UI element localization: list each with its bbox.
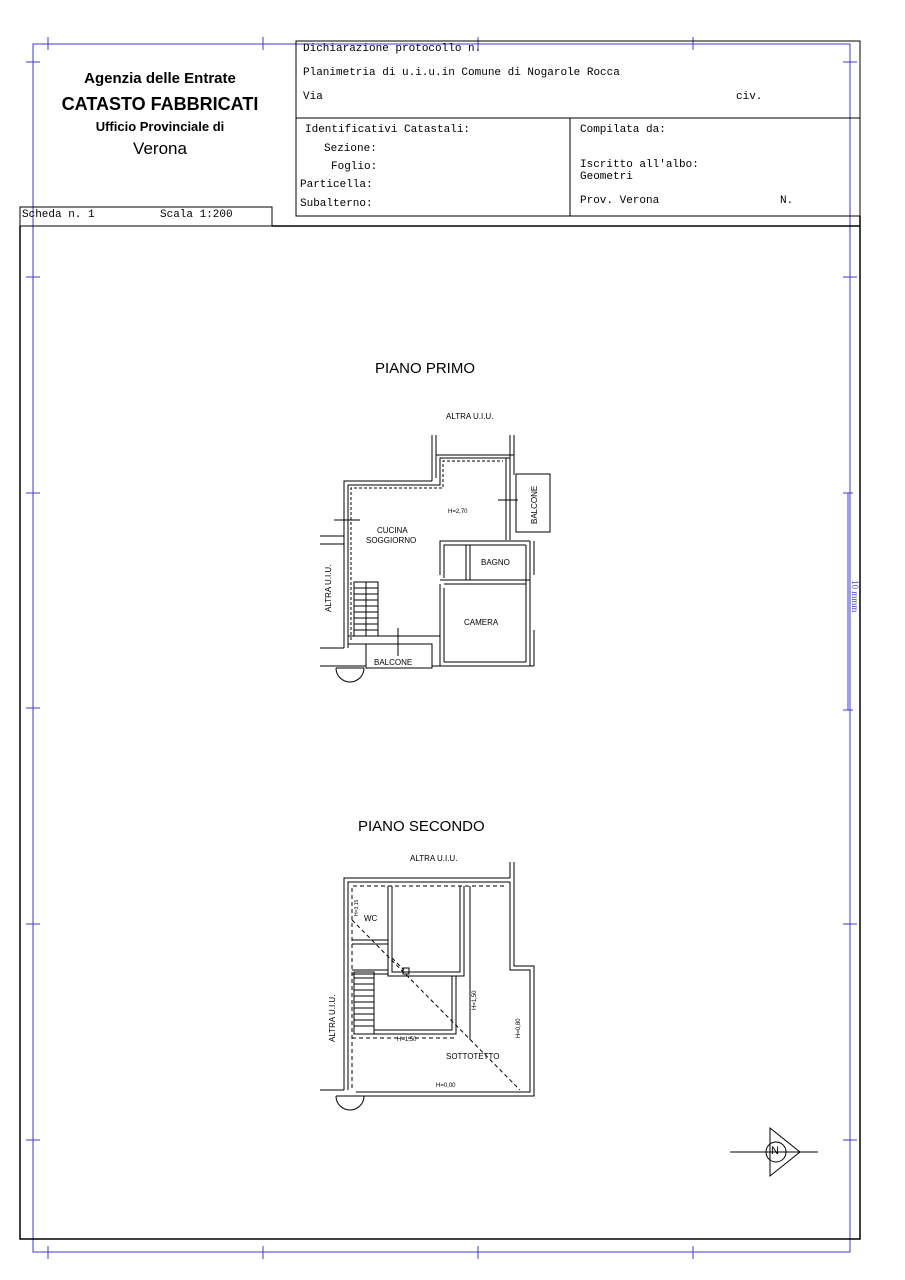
pp-balcone-right: BALCONE xyxy=(530,485,539,524)
pp-cucina: CUCINA xyxy=(377,526,408,535)
ufficio-label: Ufficio Provinciale di xyxy=(95,119,225,134)
pp-altra-left: ALTRA U.I.U. xyxy=(324,564,333,612)
geometri-field: Geometri xyxy=(580,171,633,183)
pp-soggiorno: SOGGIORNO xyxy=(366,536,417,545)
dichiarazione-field: Dichiarazione protocollo n. xyxy=(303,43,482,55)
ps-altra-top: ALTRA U.I.U. xyxy=(410,854,458,863)
subalterno-field: Subalterno: xyxy=(300,198,373,210)
ps-h-mid: H=1,50 xyxy=(472,990,478,1010)
pp-height: H=2,70 xyxy=(448,509,468,515)
north-arrow-label: N xyxy=(771,1145,779,1157)
ps-h-stair: H=1,50 xyxy=(397,1037,417,1043)
pp-altra-top: ALTRA U.I.U. xyxy=(446,412,494,421)
ps-wc: WC xyxy=(364,914,378,923)
civ-field: civ. xyxy=(736,91,763,103)
pp-balcone-bottom: BALCONE xyxy=(374,658,413,667)
via-field: Via xyxy=(303,91,323,103)
compilata-field: Compilata da: xyxy=(580,124,666,136)
identificativi-label: Identificativi Catastali: xyxy=(305,124,471,136)
piano-secondo-title: PIANO SECONDO xyxy=(358,818,485,835)
catasto-title: CATASTO FABBRICATI xyxy=(61,94,259,114)
piano-primo-title: PIANO PRIMO xyxy=(375,360,476,377)
ps-h-wc: H=3,15 xyxy=(354,899,360,916)
sezione-field: Sezione: xyxy=(324,143,377,155)
agency-name: Agenzia delle Entrate xyxy=(84,70,236,87)
floorplan-piano-primo xyxy=(320,435,550,682)
dashed-lines-piano-primo xyxy=(351,461,503,640)
ps-h-bottom: H=0,00 xyxy=(436,1083,456,1089)
iscritto-field: Iscritto all'albo: xyxy=(580,159,699,171)
pp-bagno: BAGNO xyxy=(481,558,510,567)
prov-field: Prov. Verona xyxy=(580,195,660,207)
scheda-number: Scheda n. 1 xyxy=(22,209,95,221)
margin-label: 10 mmm xyxy=(850,580,860,613)
ps-altra-left: ALTRA U.I.U. xyxy=(328,994,337,1042)
pp-camera: CAMERA xyxy=(464,618,499,627)
ufficio-city: Verona xyxy=(133,139,187,158)
particella-field: Particella: xyxy=(300,179,373,191)
scale-label: Scala 1:200 xyxy=(160,209,233,221)
planimetria-field: Planimetria di u.i.u.in Comune di Nogarole Rocca xyxy=(303,67,620,79)
ps-sottotetto: SOTTOTETTO xyxy=(446,1052,500,1061)
n-field: N. xyxy=(780,195,794,207)
foglio-field: Foglio: xyxy=(331,161,378,173)
ps-h-right: H=0,80 xyxy=(516,1018,522,1038)
blue-frame xyxy=(26,37,857,1259)
